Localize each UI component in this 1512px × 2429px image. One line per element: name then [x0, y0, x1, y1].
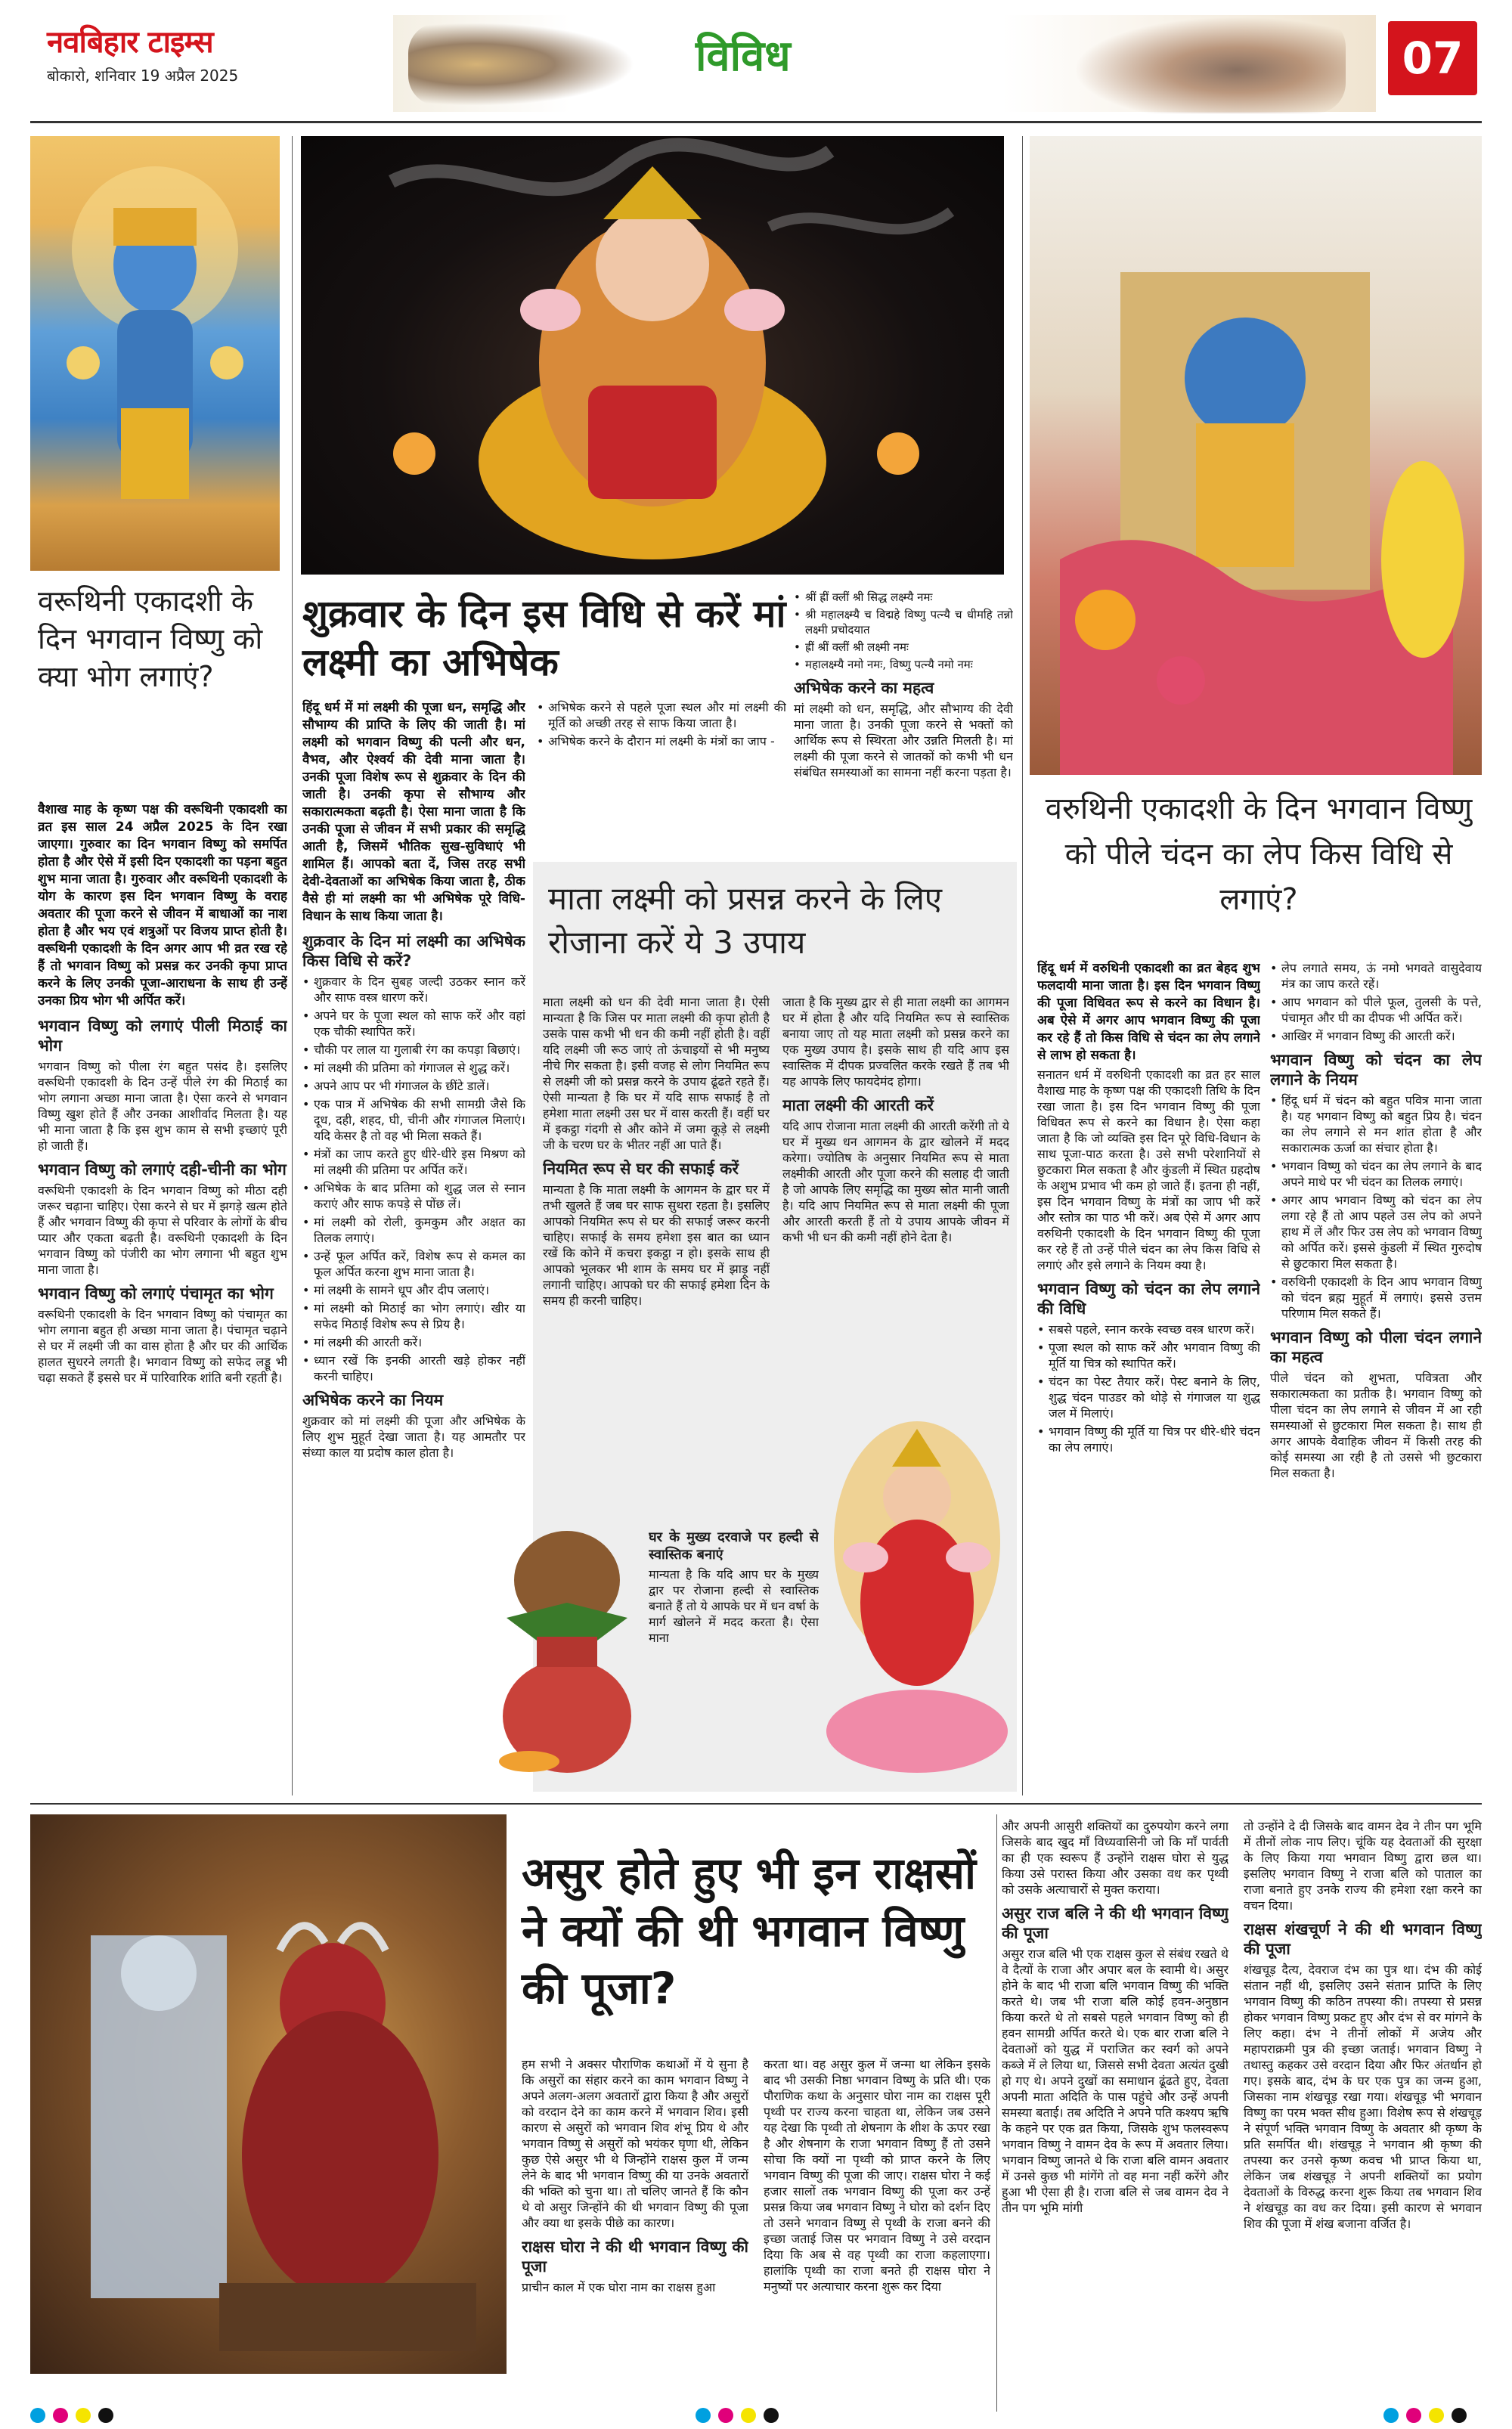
chandan-vidhi-title: भगवान विष्णु को चंदन का लेप लगाने की विधि	[1037, 1280, 1260, 1318]
dot-black	[764, 2408, 779, 2423]
vidhi-step-13: • मां लक्ष्मी की आरती करें।	[302, 1334, 525, 1350]
chandan-col1	[1037, 960, 1260, 1792]
upay-aarti-title: माता लक्ष्मी की आरती करें	[782, 1096, 934, 1114]
chandan-lead: हिंदू धर्म में वरुथिनी एकादशी का व्रत बेहद शुभ फलदायी माना जाता है। इस दिन भगवान विष्णु की पूजा विधिवत रूप से करने का विधान है। अब ऐसे में अगर आप भगवान विष्णु की पूजा कर रहे हैं तो किस विधि से चंदन का लेप लगाने से लाभ हो सकता है।	[1037, 961, 1260, 1063]
vishnu-s3-title: भगवान विष्णु को लगाएं पंचामृत का भोग	[38, 1284, 274, 1303]
chandan-step-2: • पूजा स्थल को साफ करें और भगवान विष्णु की मूर्ति या चित्र को स्थापित करें।	[1037, 1340, 1260, 1371]
registration-dots-center	[696, 2408, 779, 2423]
mantra-3: • ह्रीं श्रीं क्लीं श्री लक्ष्मी नमः	[794, 640, 1013, 655]
vishnu-intro: वैशाख माह के कृष्ण पक्ष की वरूथिनी एकादशी का व्रत इस साल 24 अप्रैल 2025 के दिन रखा जाएगा। गुरुवार का दिन भगवान विष्णु को समर्पित होता है और ऐसे में इसी दिन एकादशी का पड़ना बहुत शुभ माना जाता है। गुरुवार और वरूथिनी एकादशी के योग के कारण इस दिन भगवान विष्णु के वराह अवतार की पूजा करने से जीवन में बाधाओं का नाश होता है और भय एवं शत्रुओं पर विजय प्राप्त होती है। वरूथिनी एकादशी के दिन अगर आप भी व्रत रख रहे हैं तो भगवान विष्णु को प्रसन्न कर उनकी कृपा प्राप्त करने के लिए उनकी पूजा-आराधना के साथ ही उन्हें उनका प्रिय भोग भी अर्पित करें।	[38, 802, 287, 1008]
chandan-step-3: • चंदन का पेस्ट तैयार करें। पेस्ट बनाने के लिए, शुद्ध चंदन पाउडर को थोड़े से गंगाजल या शुद्ध जल में मिलाएं।	[1037, 1374, 1260, 1421]
horizontal-divider	[30, 1803, 1482, 1805]
banner-art-left	[408, 23, 635, 106]
upay-headline: माता लक्ष्मी को प्रसन्न करने के लिए रोजाना करें ये 3 उपाय	[548, 880, 943, 961]
page-number-box	[1388, 21, 1477, 95]
upay-swastik	[649, 1529, 819, 1702]
dot-cyan	[1383, 2408, 1399, 2423]
upay-swastik-text: मान्यता है कि यदि आप घर के मुख्य द्वार पर रोजाना हल्दी से स्वास्तिक बनाते हैं तो ये आपके घर में धन वर्षा के मार्ग खोलने में मदद करता है। ऐसा माना	[649, 1567, 819, 1645]
vidhi-step-8: • अभिषेक के बाद प्रतिमा को शुद्ध जल से स्नान कराएं और साफ कपड़े से पोंछ लें।	[302, 1180, 525, 1212]
vishnu-altar-image	[1030, 136, 1482, 775]
dot-cyan	[696, 2408, 711, 2423]
vidhi-step-5: • अपने आप पर भी गंगाजल के छींटे डालें।	[302, 1078, 525, 1094]
upay-safai-title: नियमित रूप से घर की सफाई करें	[543, 1160, 739, 1178]
asur-ghora-text: प्राचीन काल में एक घोरा नाम का राक्षस हुआ	[522, 2280, 716, 2294]
asur-shankh-title: राक्षस शंखचूर्ण ने की थी भगवान विष्णु की पूजा	[1244, 1920, 1482, 1958]
mantra-4: • महालक्ष्म्यै नमो नमः, विष्णु पत्न्यै नमो नमः	[794, 657, 1013, 672]
asur-col2	[764, 2056, 990, 2412]
col2-step-2: • अभिषेक करने के दौरान मां लक्ष्मी के मंत्रों का जाप -	[537, 733, 786, 749]
chandan-niyam-3: • अगर आप भगवान विष्णु को चंदन का लेप लगा रहे हैं तो आप पहले उस लेप को अपने हाथ में लें और फिर उस लेप को भगवान विष्णु को अर्पित करें। इससे कुंडली में स्थित गुरुदोष से छुटकारा मिल सकता है।	[1270, 1192, 1482, 1272]
chandan-step-4: • भगवान विष्णु की मूर्ति या चित्र पर धीरे-धीरे चंदन का लेप लगाएं।	[1037, 1424, 1260, 1455]
abhishek-niyam-title: अभिषेक करने का नियम	[302, 1391, 444, 1409]
lakshmi-abhishek-image	[301, 136, 1004, 575]
upay-aarti-text: यदि आप रोजाना माता लक्ष्मी की आरती करेंगी तो ये घर में मुख्य धन आगमन के द्वार खोलने में मदद करेगा। ज्योतिष के अनुसार नियमित रूप से माता लक्ष्मीकी आरती और पूजा करने की सलाह दी जाती है जो आपके लिए समृद्धि का मुख्य स्रोत मानी जाती है। यदि आप नियमित रूप से माता लक्ष्मी की पूजा और आरती करती हैं तो ये उपाय आपके जीवन में कभी भी धन की कमी नहीं होने देता है।	[782, 1119, 1009, 1244]
chandan-step-6: • आप भगवान को पीले फूल, तुलसी के पत्ते, पंचामृत और घी का दीपक भी अर्पित करें।	[1270, 994, 1482, 1026]
upay-swastik-title: घर के मुख्य दरवाजे पर हल्दी से स्वास्तिक बनाएं	[649, 1529, 819, 1563]
chandan-step-5: • लेप लगाते समय, ऊं नमो भगवते वासुदेवाय मंत्र का जाप करते रहें।	[1270, 960, 1482, 992]
dot-yellow	[1429, 2408, 1444, 2423]
col2-step-1: • अभिषेक करने से पहले पूजा स्थल और मां लक्ष्मी की मूर्ति को अच्छी तरह से साफ किया जाता है।	[537, 699, 786, 731]
vidhi-step-4: • मां लक्ष्मी की प्रतिमा को गंगाजल से शुद्ध करें।	[302, 1060, 525, 1076]
abhishek-mantra-block	[794, 590, 1013, 858]
vishnu-s1-title: भगवान विष्णु को लगाएं पीली मिठाई का भोग	[38, 1017, 287, 1055]
upay-col2	[782, 994, 1009, 1395]
asur-headline: असुर होते हुए भी इन राक्षसों ने क्यों की थी भगवान विष्णु की पूजा?	[522, 1848, 976, 2014]
asur-col4-text: तो उन्होंने दे दी जिसके बाद वामन देव ने तीन पग भूमि में तीनों लोक नाप लिए। चूंकि यह देवताओं की सुरक्षा के लिए किया गया भगवान विष्णु द्वारा छल था। इसलिए भगवान विष्णु ने राजा बलि को पाताल का राजा बनाते हुए उनके राज्य की हमेशा रक्षा करने का वचन दिया।	[1244, 1819, 1482, 1913]
banner-art-right	[1074, 17, 1346, 113]
asur-bali-title: असुर राज बलि ने की थी भगवान विष्णु की पूजा	[1002, 1904, 1228, 1942]
masthead	[0, 0, 1512, 125]
vidhi-step-11: • मां लक्ष्मी के सामने धूप और दीप जलाएं।	[302, 1282, 525, 1298]
chandan-niyam-1: • हिंदू धर्म में चंदन को बहुत पवित्र माना जाता है। यह भगवान विष्णु को बहुत प्रिय है। चंदन का लेप लगाने से मन शांत होता है और सकारात्मक ऊर्जा का संचार होता है।	[1270, 1092, 1482, 1156]
chandan-headline: वरुथिनी एकादशी के दिन भगवान विष्णु को पीले चंदन का लेप किस विधि से लगाएं?	[1045, 792, 1473, 917]
dot-magenta	[53, 2408, 68, 2423]
vidhi-step-3: • चौकी पर लाल या गुलाबी रंग का कपड़ा बिछाएं।	[302, 1042, 525, 1058]
dot-cyan	[30, 2408, 45, 2423]
dot-yellow	[76, 2408, 91, 2423]
registration-dots-right	[1383, 2408, 1467, 2423]
asur-col2-text: करता था। वह असुर कुल में जन्मा था लेकिन इसके बाद भी उसकी निष्ठा भगवान विष्णु के प्रति थी। एक पौराणिक कथा के अनुसार घोरा नाम का राक्षस पूरी पृथ्वी पर राज्य करना चाहता था, लेकिन जब उसने यह देखा कि पृथ्वी तो शेषनाग के शीश के ऊपर रखा है और शेषनाग के राजा भगवान विष्णु हैं तो उसने सोचा कि क्यों ना पृथ्वी को प्राप्त करने के लिए भगवान विष्णु की पूजा की जाए। राक्षस घोरा ने कई हजार सालों तक भगवान विष्णु की पूजा कर उन्हें प्रसन्न किया जब भगवान विष्णु ने घोरा को दर्शन दिए तो उसने भगवान विष्णु से पृथ्वी के राजा बनने की इच्छा जताई जिस पर भगवान विष्णु ने उसे वरदान दिया कि अब से वह पृथ्वी का राजा कहलाएगा। हालांकि पृथ्वी का राजा बनते ही राक्षस घोरा ने मनुष्यों पर अत्याचार करना शुरू कर दिया	[764, 2057, 990, 2294]
upay-col1	[543, 994, 770, 1523]
chandan-body: सनातन धर्म में वरुथिनी एकादशी का व्रत हर साल वैशाख माह के कृष्ण पक्ष की एकादशी तिथि के दिन रखा जाता है। इस दिन भगवान विष्णु की पूजा विधिवत रूप से करने का विधान है। ऐसा कहा जाता है कि जो व्यक्ति इस दिन पूरे विधि-विधान के साथ पूजा-पाठ करता है। उसे सभी परेशानियों से छुटकारा मिल सकता है और कुंडली में स्थित ग्रहदोष के अशुभ प्रभाव भी कम हो जाते हैं। इतना ही नहीं, इस दिन भगवान विष्णु के मंत्रों का जाप भी करें और स्तोत्र का पाठ भी करें। अब ऐसे में अगर आप वरुथिनी एकादशी के दिन भगवान विष्णु की पूजा कर रहे हैं तो उन्हें पीले चंदन का लेप किस विधि से लगाएं और इसे लगाने के नियम क्या है।	[1037, 1067, 1260, 1272]
upay-safai-text: मान्यता है कि माता लक्ष्मी के आगमन के द्वार घर में तभी खुलते हैं जब घर साफ सुथरा रहता है। इसलिए आपको नियमित रूप से घर की सफाई जरूर करनी चाहिए। सफाई के समय हमेशा इस बात का ध्यान रखें कि कोने में कचरा इकट्ठा न हो। इसके साथ ही आपको भूलकर भी शाम के समय घर में झाड़ू नहीं लगानी चाहिए। आपको घर की सफाई हमेशा दिन के समय ही करनी चाहिए।	[543, 1182, 770, 1308]
asur-col1-text: हम सभी ने अक्सर पौराणिक कथाओं में ये सुना है कि असुरों का संहार करने का काम भगवान विष्णु ने अपने अलग-अलग अवतारों द्वारा किया है और असुरों को वरदान देने का काम करने में भगवान शिव। इसी कारण से असुरों को भगवान शिव शंभू प्रिय थे और भगवान विष्णु से असुरों को भयंकर घृणा थी, लेकिन कुछ ऐसे असुर भी थे जिन्होंने राक्षस कुल में जन्म लेने के बाद भी भगवान विष्णु की या उनके अवतारों की भक्ति को चुना था। तो चलिए जानते हैं कि कौन थे वो असुर जिन्होंने की थी भगवान विष्णु की पूजा और क्या था इसके पीछे का कारण।	[522, 2057, 748, 2230]
brand-name: नवबिहार टाइम्स	[47, 25, 213, 60]
asur-image	[30, 1814, 507, 2374]
chandan-niyam-4: • वरुथिनी एकादशी के दिन आप भगवान विष्णु को चंदन ब्रह्म मुहूर्त में लगाएं। इससे उत्तम परिणाम मिल सकते हैं।	[1270, 1274, 1482, 1321]
lakshmi-idol-image	[820, 1406, 1013, 1784]
dot-magenta	[1406, 2408, 1421, 2423]
dot-black	[1452, 2408, 1467, 2423]
dot-yellow	[741, 2408, 756, 2423]
section-title: विविध	[696, 32, 791, 81]
col-divider-1	[292, 136, 293, 1795]
col-divider-3	[996, 1814, 997, 2412]
vishnu-s2-title: भगवान विष्णु को लगाएं दही-चीनी का भोग	[38, 1160, 287, 1179]
abhishek-col2	[537, 699, 786, 850]
kalash-image	[484, 1527, 650, 1777]
upay-col2-text: जाता है कि मुख्य द्वार से ही माता लक्ष्मी का आगमन घर में होता है और यदि नियमित रूप से स्वास्तिक बनाया जाए तो यह माता लक्ष्मी को प्रसन्न करने का एक मुख्य उपाय है। इसके साथ ही यदि आप इस स्वास्तिक में दीपक प्रज्वलित करके रखते हैं तब भी यह आपके लिए फायदेमंद होगा।	[782, 995, 1009, 1089]
abhishek-niyam-text: शुक्रवार को मां लक्ष्मी की पूजा और अभिषेक के लिए शुभ मुहूर्त देखा जाता है। यह आमतौर पर संध्या काल या प्रदोष काल होता है।	[302, 1414, 525, 1460]
chandan-niyam-2: • भगवान विष्णु को चंदन का लेप लगाने के बाद अपने माथे पर भी चंदन का तिलक लगाएं।	[1270, 1158, 1482, 1190]
registration-dots-left	[30, 2408, 113, 2423]
vishnu-s2-text: वरूथिनी एकादशी के दिन भगवान विष्णु को मीठा दही जरूर चढ़ाना चाहिए। ऐसा करने से घर में झगड़े खत्म होते हैं और भगवान विष्णु की कृपा से परिवार के लोगों के बीच प्यार और एकता बढ़ती है। वरूथिनी एकादशी के दिन भगवान विष्णु को पंजीरी का भोग लगाना भी बहुत शुभ माना जाता है।	[38, 1183, 287, 1277]
vidhi-step-7: • मंत्रों का जाप करते हुए धीरे-धीरे इस मिश्रण को मां लक्ष्मी की प्रतिमा पर अर्पित करें।	[302, 1146, 525, 1178]
asur-shankh-text: शंखचूड़ दैत्य, देवराज दंभ का पुत्र था। दंभ की कोई संतान नहीं थी, इसलिए उसने संतान प्राप्ति के लिए भगवान विष्णु की कठिन तपस्या की। तपस्या से प्रसन्न होकर भगवान विष्णु प्रकट हुए और दंभ से वर मांगने के लिए कहा। दंभ ने तीनों लोकों में अजेय और महापराक्रमी पुत्र की इच्छा जताई। भगवान विष्णु ने तथास्तु कहकर उसे वरदान दिया और फिर अंतर्धान हो गए। इसके बाद, दंभ के घर एक पुत्र का जन्म हुआ, जिसका नाम शंखचूड़ रखा गया। शंखचूड़ भी भगवान विष्णु का परम भक्त सीध हुआ। विशेष रूप से शंखचूड़ ने संपूर्ण भक्ति भगवान विष्णु के अवतार श्री कृष्ण के प्रति समर्पित थी। शंखचूड़ ने भगवान श्री कृष्ण की तपस्या कर उनसे कृष्ण कवच भी प्राप्त किया था, लेकिन जब शंखचूड़ ने अपनी शक्तियों का प्रयोग देवताओं के विरुद्ध करना शुरू किया तब भगवान शिव ने शंखचूड़ का वध कर दिया। इसी कारण से भगवान शिव की पूजा में शंख बजाना वर्जित है।	[1244, 1963, 1482, 2231]
abhishek-lead: हिंदू धर्म में मां लक्ष्मी की पूजा धन, समृद्धि और सौभाग्य की प्राप्ति के लिए की जाती है। मां लक्ष्मी को भगवान विष्णु की पत्नी और धन, वैभव, और ऐश्वर्य की देवी माना जाता है। उनकी पूजा विशेष रूप से शुक्रवार के दिन की जाती है। उनकी कृपा से सौभाग्य और सकारात्मकता बढ़ती है। ऐसा माना जाता है कि उनकी पूजा से जीवन में सभी प्रकार की समृद्धि आती है, जिसमें भौतिक सुख-सुविधाएं भी शामिल हैं। आपको बता दें, जिस तरह सभी देवी-देवताओं का अभिषेक किया जाता है, ठीक वैसे ही मां लक्ष्मी का भी अभिषेक पूरे विधि-विधान के साथ किया जाता है।	[302, 700, 525, 924]
dot-magenta	[718, 2408, 733, 2423]
abhishek-mahatva-title: अभिषेक करने का महत्व	[794, 679, 934, 697]
vidhi-step-10: • उन्हें फूल अर्पित करें, विशेष रूप से कमल का फूल अर्पित करना शुभ माना जाता है।	[302, 1248, 525, 1280]
vishnu-body	[38, 801, 287, 1792]
chandan-mahatva-title: भगवान विष्णु को पीला चंदन लगाने का महत्व	[1270, 1328, 1482, 1366]
vidhi-step-14: • ध्यान रखें कि इनकी आरती खड़े होकर नहीं करनी चाहिए।	[302, 1352, 525, 1384]
chandan-niyam-title: भगवान विष्णु को चंदन का लेप लगाने के नियम	[1270, 1051, 1482, 1089]
asur-col1	[522, 2056, 748, 2412]
vidhi-step-12: • मां लक्ष्मी को मिठाई का भोग लगाएं। खीर या सफेद मिठाई विशेष रूप से प्रिय है।	[302, 1300, 525, 1332]
asur-ghora-title: राक्षस घोरा ने की थी भगवान विष्णु की पूजा	[522, 2238, 748, 2276]
chandan-step-7: • आखिर में भगवान विष्णु की आरती करें।	[1270, 1028, 1482, 1044]
col-divider-2	[1022, 136, 1023, 1795]
mantra-1: • श्रीं ह्रीं क्लीं श्री सिद्ध लक्ष्म्यै नमः	[794, 590, 1013, 605]
abhishek-headline: शुक्रवार के दिन इस विधि से करें मां लक्ष्मी का अभिषेक	[302, 592, 786, 684]
mantra-2: • श्री महालक्ष्म्यै च विद्महे विष्णु पत्न्यै च धीमहि तन्नो लक्ष्मी प्रचोदयात	[794, 607, 1013, 637]
page-number: 07	[1402, 33, 1464, 84]
vishnu-s3-text: वरूथिनी एकादशी के दिन भगवान विष्णु को पंचामृत का भोग लगाना बहुत ही अच्छा माना जाता है। पंचामृत चढ़ाने से घर में लक्ष्मी जी का वास होता है और घर की आर्थिक हालत सुधरने लगती है। भगवान विष्णु को सफेद लड्डू भी चढ़ा सकते हैं इससे घर में पारिवारिक शांति बनी रहती है।	[38, 1307, 287, 1385]
asur-col3-text: और अपनी आसुरी शक्तियों का दुरुपयोग करने लगा जिसके बाद खुद माँ विध्यवासिनी जो कि माँ पार्वती का ही एक स्वरूप हैं उन्होंने राक्षस घोरा से युद्ध किया उसे परास्त किया और उसका वध कर पृथ्वी को उसके अत्याचारों से मुक्त कराया।	[1002, 1819, 1228, 1897]
chandan-step-1: • सबसे पहले, स्नान करके स्वच्छ वस्त्र धारण करें।	[1037, 1321, 1260, 1337]
chandan-mahatva-text: पीले चंदन को शुभता, पवित्रता और सकारात्मकता का प्रतीक है। भगवान विष्णु को पीला चंदन का लेप लगाने से जीवन में आ रही समस्याओं से छुटकारा मिल सकता है। साथ ही अगर आपके वैवाहिक जीवन में किसी तरह की कोई समस्या आ रही है तो उससे भी छुटकारा मिल सकता है।	[1270, 1371, 1482, 1480]
asur-bali-text: असुर राज बलि भी एक राक्षस कुल से संबंध रखते थे वे दैत्यों के राजा और अपार बल के स्वामी थे। असुर होने के बाद भी राजा बलि भगवान विष्णु की भक्ति करते थे। जब भी राजा बलि कोई हवन-अनुष्ठान किया करते थे तो सबसे पहले भगवान विष्णु को ही हवन सामग्री अर्पित करते थे। एक बार राजा बलि ने देवताओं को युद्ध में पराजित कर स्वर्ग को अपने कब्जे में ले लिया था, जिससे सभी देवता अत्यंत दुखी हो गए थे। अपने दुखों का समाधान ढूंढते हुए, देवता अपनी माता अदिति के पास पहुंचे और उन्हें अपनी समस्या बताई। तब अदिति ने अपने पति कश्यप ऋषि के कहने पर एक व्रत किया, जिसके शुभ फलस्वरूप भगवान विष्णु ने वामन देव के रूप में अवतार लिया। भगवान विष्णु जानते थे कि राजा बलि वामन अवतार में उनसे कुछ भी मांगेंगे तो वह मना नहीं करेंगे और हुआ भी ऐसा ही है। राजा बलि से जब वामन देव ने तीन पग भूमि मांगी	[1002, 1947, 1228, 2215]
chandan-col2	[1270, 960, 1482, 1792]
vidhi-step-2: • अपने घर के पूजा स्थल को साफ करें और वहां एक चौकी स्थापित करें।	[302, 1008, 525, 1039]
vidhi-step-6: • एक पात्र में अभिषेक की सभी सामग्री जैसे कि दूध, दही, शहद, घी, चीनी और गंगाजल मिलाएं। यदि केसर है तो वह भी मिला सकते हैं।	[302, 1096, 525, 1144]
abhishek-mahatva-text: मां लक्ष्मी को धन, समृद्धि, और सौभाग्य की देवी माना जाता है। उनकी पूजा करने से भक्तों को आर्थिक रूप से स्थिरता और उन्नति मिलती है। मां लक्ष्मी की पूजा करने से जातकों को कभी भी धन संबंधित समस्याओं का सामना नहीं करना पड़ता है।	[794, 702, 1013, 779]
asur-col3	[1002, 1818, 1228, 2412]
upay-col1-text: माता लक्ष्मी को धन की देवी माना जाता है। ऐसी मान्यता है कि जिस पर माता लक्ष्मी की कृपा होती है उसके पास कभी भी धन की कमी नहीं होती है। वहीं यदि लक्ष्मी जी रूठ जाएं तो ऊंचाइयों से भी मनुष्य नीचे गिर सकता है। इसी वजह से लोग नियमित रूप से लक्ष्मी जी को प्रसन्न करने के उपाय ढूंढते रहते हैं। ऐसी मान्यता है कि घर में यदि साफ सफाई है तो हमेशा माता लक्ष्मी उस घर में वास करती हैं। वहीं घर में इकट्ठा गंदगी से और कोने में जमा कूड़े से लक्ष्मी जी के चरण घर के भीतर नहीं आ पाते हैं।	[543, 995, 770, 1152]
dateline: बोकारो, शनिवार 19 अप्रैल 2025	[47, 67, 239, 85]
vishnu-headline: वरूथिनी एकादशी के दिन भगवान विष्णु को क्या भोग लगाएं?	[38, 584, 263, 693]
vidhi-step-1: • शुक्रवार के दिन सुबह जल्दी उठकर स्नान करें और साफ वस्त्र धारण करें।	[302, 974, 525, 1005]
vidhi-step-9: • मां लक्ष्मी को रोली, कुमकुम और अक्षत का तिलक लगाएं।	[302, 1214, 525, 1246]
abhishek-vidhi-title: शुक्रवार के दिन मां लक्ष्मी का अभिषेक किस विधि से करें?	[302, 932, 525, 970]
vishnu-s1-text: भगवान विष्णु को पीला रंग बहुत पसंद है। इसलिए वरूथिनी एकादशी के दिन उन्हें पीले रंग की मिठाई का भोग लगाना अच्छा माना जाता है। ऐसा करने से भगवान विष्णु खुश होते हैं और उनका आशीर्वाद मिलता है। यह भी माना जाता है कि इस शुभ काम से सभी इच्छाएं पूरी हो जाती हैं।	[38, 1059, 287, 1153]
masthead-rule	[30, 121, 1482, 123]
dot-black	[98, 2408, 113, 2423]
asur-col4	[1244, 1818, 1482, 2412]
vishnu-image	[30, 136, 280, 571]
